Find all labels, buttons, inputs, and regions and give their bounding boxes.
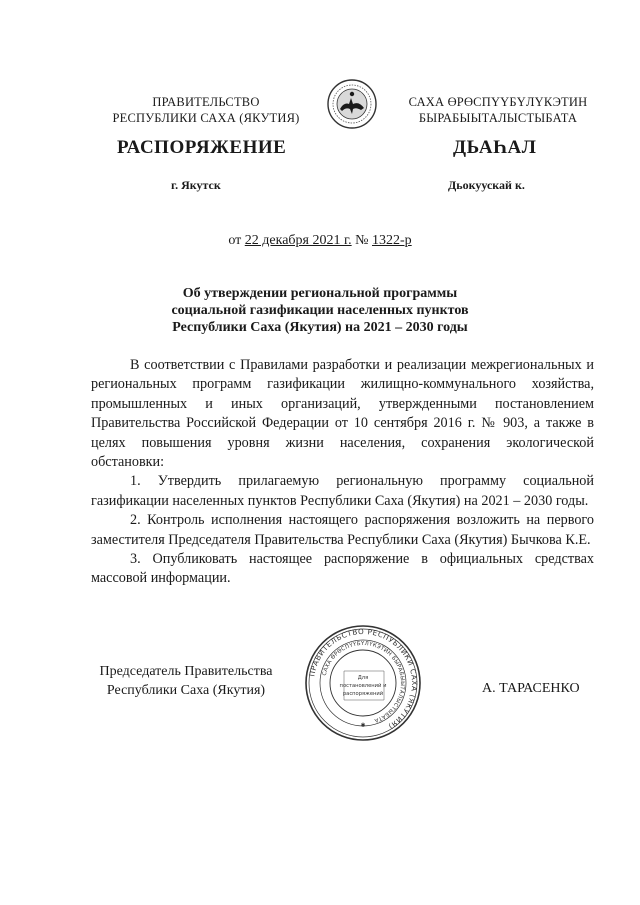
seal-outer-text: ПРАВИТЕЛЬСТВО РЕСПУБЛИКИ САХА (ЯКУТИЯ) xyxy=(307,626,420,732)
number-prefix: № xyxy=(351,233,372,248)
signatory-name: А. ТАРАСЕНКО xyxy=(482,681,580,696)
signature-role-line2: Республики Саха (Якутия) xyxy=(106,683,266,698)
header-left-line2: РЕСПУБЛИКИ САХА (ЯКУТИЯ) xyxy=(112,111,300,125)
republic-emblem-icon xyxy=(326,78,378,130)
city-sah: Дьокуускай к. xyxy=(448,178,525,192)
seal-center-line2: постановлений и xyxy=(339,683,387,689)
document-title xyxy=(120,285,520,336)
header-right-line1: САХА ӨРӨСПҮҮБҮЛҮКЭТИН xyxy=(408,95,588,109)
item-3-paragraph: 3. Опубликовать настоящее распоряжение в официальных средствах массовой информации. xyxy=(91,551,594,587)
date-prefix: от xyxy=(228,233,245,248)
document-number: 1322-р xyxy=(372,233,412,248)
header-right-line2: БЫРАБЫЫТАЛЫСТЫБАТА xyxy=(418,111,578,125)
signature-role xyxy=(91,662,281,700)
date-number-line xyxy=(0,233,640,249)
title-line1: Об утверждении региональной программы xyxy=(182,286,458,301)
document-date: 22 декабря 2021 г. xyxy=(244,233,352,248)
document-body xyxy=(91,356,594,589)
doc-type-ru: РАСПОРЯЖЕНИЕ xyxy=(117,137,287,158)
item-1-paragraph: 1. Утвердить прилагаемую региональную программу социальной газификации населенных пунктов Республики Саха (Якутия) на 2021 – 2030 годы. xyxy=(91,473,594,509)
header-left xyxy=(96,94,316,126)
seal-star-icon: ✱ xyxy=(360,723,366,729)
city-ru: г. Якутск xyxy=(171,178,221,192)
header-right xyxy=(388,94,608,126)
signature-role-line1: Председатель Правительства xyxy=(99,664,273,679)
seal-center-line1: Для xyxy=(357,675,369,681)
preamble-paragraph: В соответствии с Правилами разработки и реализации межрегиональных и региональных программ газификации жилищно-коммунального хозяйства, промышленных и иных организаций, утвержденными постановлением Правительства Российской Федерации от 10 сентября 2016 г. № 903, а также в целях повышения уровня жизни населения, сохранения экологической обстановки: xyxy=(91,357,594,471)
seal-inner-text: САХА ӨРӨСПҮҮБҮЛҮКЭТИН БЫРАБЫЫТАЛЫСТЫБАТА xyxy=(321,640,406,724)
official-seal-icon xyxy=(304,624,422,742)
doc-type-sah: ДЬАҺАЛ xyxy=(453,137,537,158)
seal-center-line3: распоряжений xyxy=(342,691,384,697)
title-line3: Республики Саха (Якутия) на 2021 – 2030 годы xyxy=(172,320,468,335)
item-2-paragraph: 2. Контроль исполнения настоящего распоряжения возложить на первого заместителя Председателя Правительства Республики Саха (Якутия) Бычкова К.Е. xyxy=(91,512,594,548)
header-left-line1: ПРАВИТЕЛЬСТВО xyxy=(152,95,260,109)
title-line2: социальной газификации населенных пунктов xyxy=(171,303,469,318)
